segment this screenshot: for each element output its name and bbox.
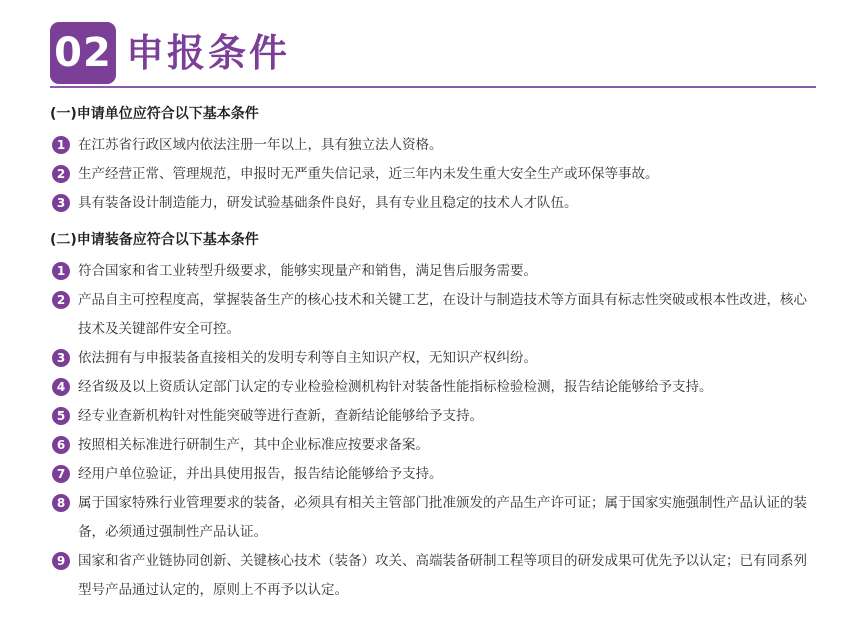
- condition-list: [50, 131, 820, 218]
- number-badge: 7: [52, 465, 70, 483]
- section-number-badge: 02: [50, 22, 116, 84]
- applicant-conditions: [50, 104, 820, 218]
- number-badge: 4: [52, 378, 70, 396]
- number-badge: 8: [52, 494, 70, 512]
- condition-list: [50, 257, 820, 605]
- condition-text: 经用户单位验证，并出具使用报告，报告结论能够给予支持。: [78, 466, 443, 482]
- condition-text: 属于国家特殊行业管理要求的装备，必须具有相关主管部门批准颁发的产品生产许可证；属于国家实施强制性产品认证的装备，必须通过强制性产品认证。: [78, 495, 807, 540]
- header-divider: [50, 86, 816, 88]
- number-badge: 2: [52, 165, 70, 183]
- section-title: 申报条件: [126, 31, 291, 75]
- condition-text: 在江苏省行政区域内依法注册一年以上，具有独立法人资格。: [78, 137, 443, 153]
- condition-text: 依法拥有与申报装备直接相关的发明专利等自主知识产权，无知识产权纠纷。: [78, 350, 537, 366]
- subsection-title: (一)申请单位应符合以下基本条件: [50, 106, 259, 122]
- number-badge: 5: [52, 407, 70, 425]
- list-item: [50, 547, 820, 605]
- list-item: [50, 257, 820, 286]
- list-item: [50, 189, 820, 218]
- condition-text: 符合国家和省工业转型升级要求，能够实现量产和销售，满足售后服务需要。: [78, 263, 537, 279]
- condition-text: 具有装备设计制造能力，研发试验基础条件良好，具有专业且稳定的技术人才队伍。: [78, 195, 578, 211]
- number-badge: 3: [52, 194, 70, 212]
- number-badge: 1: [52, 262, 70, 280]
- list-item: [50, 344, 820, 373]
- subsection-title: (二)申请装备应符合以下基本条件: [50, 232, 259, 248]
- number-badge: 3: [52, 349, 70, 367]
- list-item: [50, 489, 820, 547]
- condition-text: 按照相关标准进行研制生产，其中企业标准应按要求备案。: [78, 437, 429, 453]
- condition-text: 国家和省产业链协同创新、关键核心技术（装备）攻关、高端装备研制工程等项目的研发成果可优先予以认定；已有同系列型号产品通过认定的，原则上不再予以认定。: [78, 553, 807, 598]
- number-badge: 6: [52, 436, 70, 454]
- number-badge: 1: [52, 136, 70, 154]
- condition-text: 生产经营正常、管理规范，申报时无严重失信记录，近三年内未发生重大安全生产或环保等事故。: [78, 166, 659, 182]
- list-item: [50, 402, 820, 431]
- list-item: [50, 373, 820, 402]
- number-badge: 2: [52, 291, 70, 309]
- list-item: [50, 431, 820, 460]
- section-header: [50, 22, 816, 84]
- list-item: [50, 286, 820, 344]
- list-item: [50, 160, 820, 189]
- condition-text: 经省级及以上资质认定部门认定的专业检验检测机构针对装备性能指标检验检测，报告结论能够给予支持。: [78, 379, 713, 395]
- number-badge: 9: [52, 552, 70, 570]
- list-item: [50, 131, 820, 160]
- condition-text: 经专业查新机构针对性能突破等进行查新，查新结论能够给予支持。: [78, 408, 483, 424]
- equipment-conditions: [50, 230, 820, 605]
- list-item: [50, 460, 820, 489]
- condition-text: 产品自主可控程度高，掌握装备生产的核心技术和关键工艺，在设计与制造技术等方面具有标志性突破或根本性改进，核心技术及关键部件安全可控。: [78, 292, 807, 337]
